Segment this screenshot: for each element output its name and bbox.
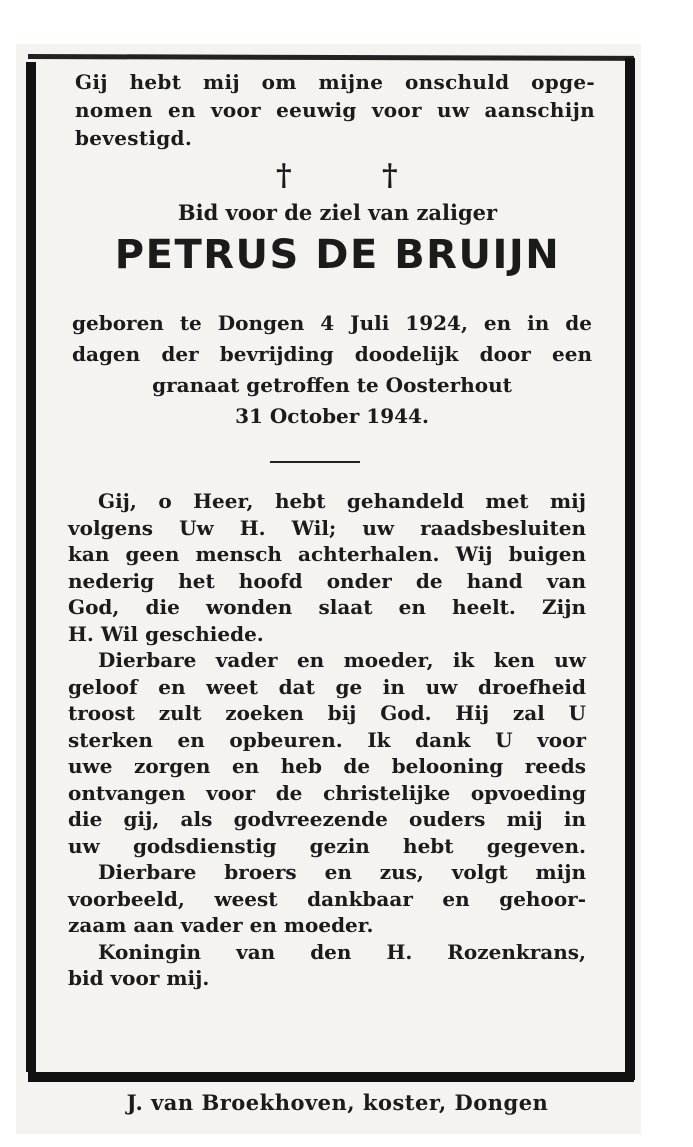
frame-bottom-border — [28, 1072, 634, 1082]
prayer-line: God, die wonden slaat en heelt. Zijn — [68, 595, 586, 619]
prayer-line: sterken en opbeuren. Ik dank U voor — [68, 727, 586, 752]
prayer-line: geloof en weet dat ge in uw droefheid — [68, 674, 586, 699]
cross-icon: † — [382, 158, 398, 193]
prayer-line: zaam aan vader en moeder. — [68, 913, 374, 937]
deceased-name: PETRUS DE BRUIJN — [114, 232, 561, 278]
motto-line: bevestigd. — [75, 126, 193, 150]
death-date: 31 October 1944. — [235, 404, 429, 428]
details-line: geboren te Dongen 4 Juli 1924, en in de — [72, 311, 592, 335]
motto-line: nomen en voor eeuwig voor uw aanschijn — [75, 98, 595, 122]
prayer-line: Gij, o Heer, hebt gehandeld met mij — [98, 489, 586, 513]
prayer-line: Koningin van den H. Rozenkrans, — [98, 939, 586, 964]
birth-death-details — [72, 308, 592, 432]
memorial-prayer-text — [68, 488, 586, 992]
prayer-line: H. Wil geschiede. — [68, 621, 264, 646]
prayer-line: Dierbare vader en moeder, ik ken uw — [98, 648, 586, 672]
prayer-line: troost zult zoeken bij God. Hij zal U — [68, 701, 586, 725]
prayer-intro: Bid voor de ziel van zaliger — [177, 200, 498, 225]
divider — [270, 461, 360, 463]
prayer-line: die gij, als godvreezende ouders mij in — [68, 807, 586, 831]
motto-text — [75, 68, 595, 152]
prayer-line: uwe zorgen en heb de belooning reeds — [68, 754, 586, 778]
prayer-line: volgens Uw H. Wil; uw raadsbesluiten — [68, 515, 586, 540]
printer-credit: J. van Broekhoven, koster, Dongen — [126, 1090, 549, 1115]
prayer-line: nederig het hoofd onder de hand van — [68, 568, 586, 593]
details-line: dagen der bevrijding doodelijk door een — [72, 342, 592, 366]
prayer-line: ontvangen voor de christelijke opvoeding — [68, 780, 586, 805]
cross-icon: † — [276, 158, 292, 193]
crosses — [0, 158, 675, 198]
motto-line: Gij hebt mij om mijne onschuld opge- — [75, 70, 595, 94]
prayer-line: voorbeeld, weest dankbaar en gehoor- — [68, 886, 586, 911]
prayer-line: kan geen mensch achterhalen. Wij buigen — [68, 542, 586, 566]
details-line: granaat getroffen te Oosterhout — [152, 373, 512, 397]
prayer-line: bid voor mij. — [68, 966, 210, 990]
prayer-line: uw godsdienstig gezin hebt gegeven. — [68, 833, 586, 858]
prayer-line: Dierbare broers en zus, volgt mijn — [98, 860, 586, 884]
